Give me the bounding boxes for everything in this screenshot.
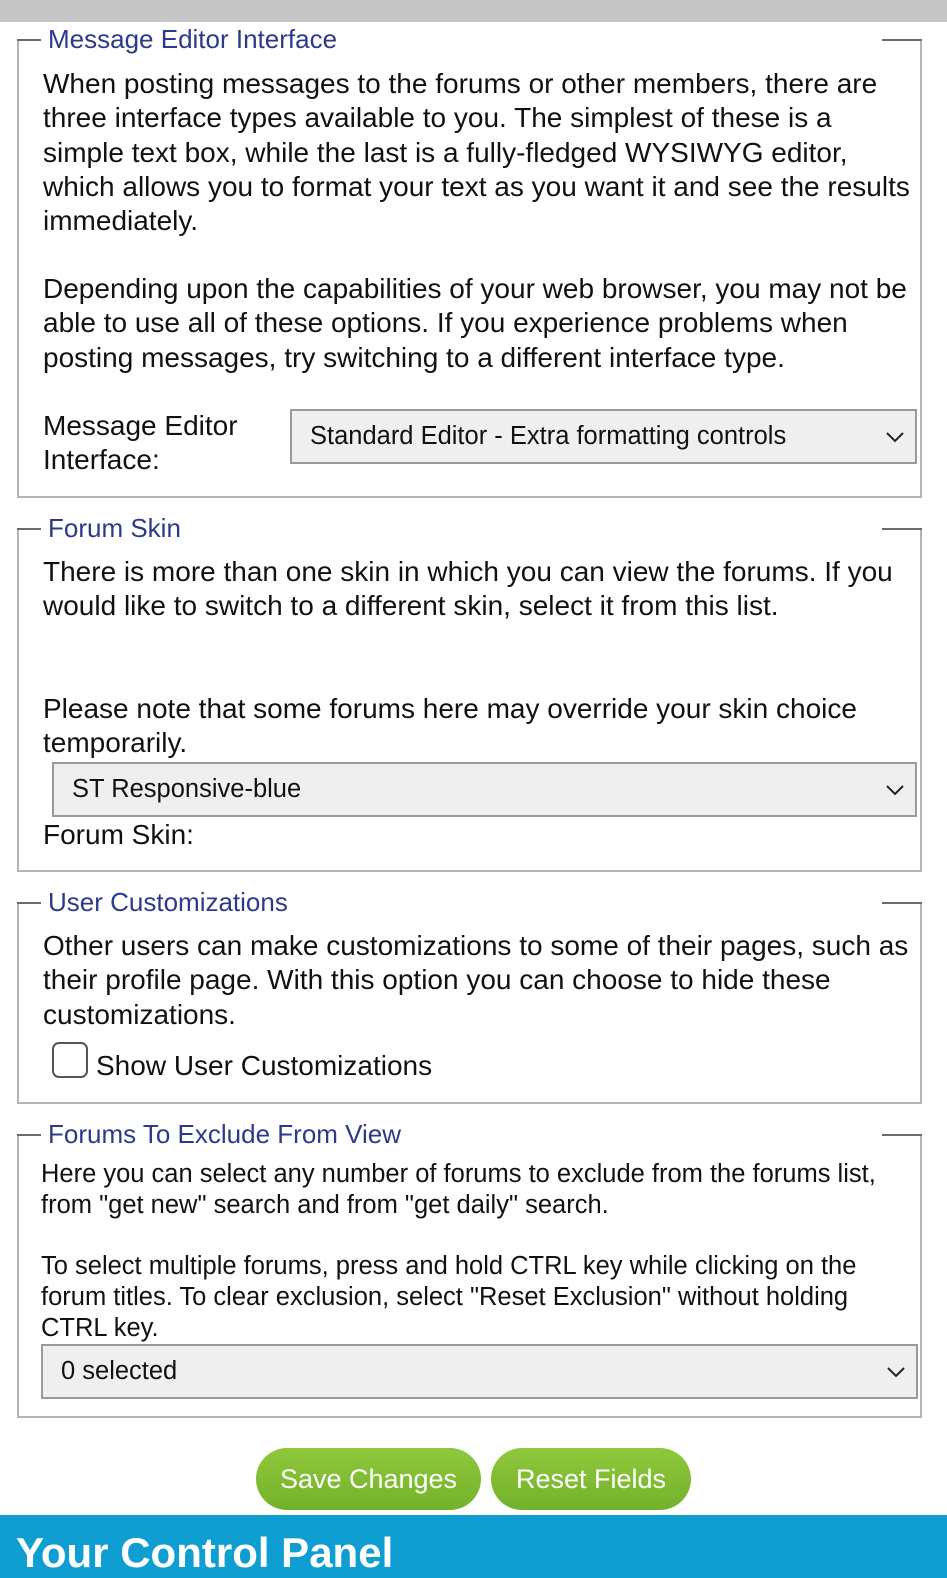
forum-skin-note: Please note that some forums here may override your skin choice temporarily. [43, 693, 857, 759]
exclude-forums-select-value: 0 selected [61, 1357, 178, 1385]
exclude-forums-note: To select multiple forums, press and hold CTRL key while clicking on the forum titles. To clear exclusion, select "Reset Exclusion" without holding CTRL key. [41, 1252, 857, 1342]
user-customizations-legend: User Customizations [48, 887, 288, 917]
chevron-down-icon [885, 784, 905, 796]
user-customizations-section [17, 887, 922, 1104]
message-editor-select[interactable] [290, 409, 917, 464]
top-scroll-bar [0, 0, 947, 22]
message-editor-legend: Message Editor Interface [48, 24, 338, 54]
exclude-forums-select[interactable] [41, 1344, 918, 1399]
control-panel-header [0, 1515, 947, 1578]
forum-skin-label: Forum Skin: [43, 819, 194, 850]
chevron-down-icon [885, 431, 905, 443]
forum-skin-legend: Forum Skin [48, 513, 181, 543]
exclude-forums-section [17, 1119, 922, 1418]
forum-skin-description: There is more than one skin in which you can view the forums. If you would like to switch to a different skin, select it from this list. [43, 556, 893, 622]
message-editor-note: Depending upon the capabilities of your web browser, you may not be able to use all of these options. If you experience problems when posting messages, try switching to a different interface type. [43, 273, 907, 373]
forum-skin-select-value: ST Responsive-blue [72, 775, 302, 803]
message-editor-select-value: Standard Editor - Extra formatting controls [310, 422, 787, 450]
reset-fields-button[interactable]: Reset Fields [491, 1448, 691, 1510]
user-customizations-description: Other users can make customizations to some of their pages, such as their profile page. With this option you can choose to hide these customizations. [43, 930, 909, 1030]
control-panel-title: Your Control Panel [16, 1529, 394, 1576]
show-customizations-label[interactable]: Show User Customizations [96, 1050, 433, 1081]
message-editor-section [17, 24, 922, 498]
exclude-forums-description: Here you can select any number of forums to exclude from the forums list, from "get new" search and from "get daily" search. [41, 1160, 876, 1219]
show-customizations-checkbox[interactable] [52, 1042, 88, 1078]
message-editor-description: When posting messages to the forums or other members, there are three interface types available to you. The simplest of these is a simple text box, while the last is a fully-fledged WYSIWYG editor, which allows you to format your text as you want it and see the results immediately. [43, 68, 910, 237]
save-changes-button[interactable]: Save Changes [256, 1448, 481, 1510]
chevron-down-icon [886, 1366, 906, 1378]
exclude-forums-legend: Forums To Exclude From View [48, 1119, 402, 1149]
forum-skin-select[interactable] [52, 762, 917, 817]
forum-skin-section [17, 513, 922, 872]
message-editor-label: Message Editor Interface: [43, 410, 238, 476]
